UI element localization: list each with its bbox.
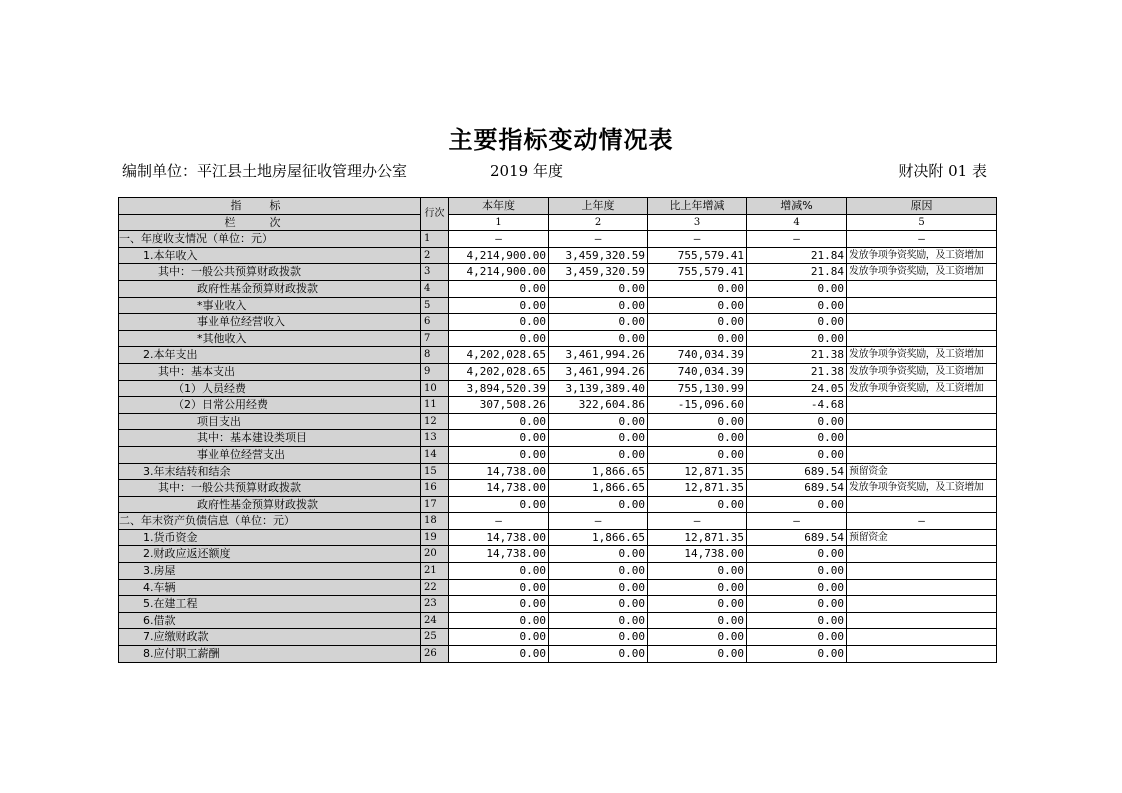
table-row: [119, 330, 997, 347]
reason-text: [847, 563, 997, 580]
current-year-value: 0.00: [449, 612, 549, 629]
change-value: —: [648, 231, 747, 248]
current-year-value: 14,738.00: [449, 546, 549, 563]
change-value: 755,579.41: [648, 264, 747, 281]
reason-text: [847, 330, 997, 347]
table-row: [119, 496, 997, 513]
change-value: 0.00: [648, 612, 747, 629]
table-row: [119, 280, 997, 297]
table-row: [119, 629, 997, 646]
row-number: 11: [421, 397, 449, 414]
row-number: 8: [421, 347, 449, 364]
row-number: 17: [421, 496, 449, 513]
row-label: 项目支出: [119, 413, 421, 430]
change-value: 0.00: [648, 430, 747, 447]
table-row: [119, 413, 997, 430]
prior-year-value: 3,459,320.59: [549, 264, 648, 281]
row-label: 政府性基金预算财政拨款: [119, 280, 421, 297]
row-label: 一、年度收支情况（单位：元）: [119, 231, 421, 248]
reason-text: [847, 596, 997, 613]
table-row: [119, 231, 997, 248]
header-change-pct: 增减%: [747, 198, 847, 215]
prior-year-value: 0.00: [549, 646, 648, 663]
reason-text: [847, 446, 997, 463]
row-number: 21: [421, 563, 449, 580]
change-value: 0.00: [648, 314, 747, 331]
prior-year-value: —: [549, 513, 648, 530]
current-year-value: 0.00: [449, 496, 549, 513]
row-number: 20: [421, 546, 449, 563]
row-number: 12: [421, 413, 449, 430]
row-number: 14: [421, 446, 449, 463]
row-number: 10: [421, 380, 449, 397]
reason-text: 发放争项争资奖励，及工资增加: [847, 247, 997, 264]
prior-year-value: 3,459,320.59: [549, 247, 648, 264]
reason-text: [847, 546, 997, 563]
reason-text: 发放争项争资奖励，及工资增加: [847, 347, 997, 364]
current-year-value: 0.00: [449, 430, 549, 447]
reason-text: [847, 579, 997, 596]
current-year-value: 0.00: [449, 280, 549, 297]
row-number: 2: [421, 247, 449, 264]
row-label: 其中：一般公共预算财政拨款: [119, 480, 421, 497]
change-value: 0.00: [648, 446, 747, 463]
row-number: 22: [421, 579, 449, 596]
prior-year-value: 0.00: [549, 280, 648, 297]
current-year-value: 0.00: [449, 629, 549, 646]
change-percent: 0.00: [747, 546, 847, 563]
row-number: 24: [421, 612, 449, 629]
prior-year-value: 3,139,389.40: [549, 380, 648, 397]
table-row: [119, 297, 997, 314]
current-year-value: 0.00: [449, 446, 549, 463]
row-label: *事业收入: [119, 297, 421, 314]
table-row: [119, 480, 997, 497]
current-year-value: 0.00: [449, 330, 549, 347]
change-percent: 21.38: [747, 347, 847, 364]
row-number: 1: [421, 231, 449, 248]
column-number: 2: [549, 214, 648, 231]
row-label: （2）日常公用经费: [119, 397, 421, 414]
row-number: 9: [421, 363, 449, 380]
row-label: *其他收入: [119, 330, 421, 347]
prior-year-value: 3,461,994.26: [549, 363, 648, 380]
reason-text: [847, 397, 997, 414]
reason-text: [847, 646, 997, 663]
table-row: [119, 397, 997, 414]
row-number: 4: [421, 280, 449, 297]
row-number: 5: [421, 297, 449, 314]
current-year-value: 14,738.00: [449, 463, 549, 480]
row-number: 15: [421, 463, 449, 480]
table-row: [119, 314, 997, 331]
change-value: 0.00: [648, 563, 747, 580]
report-title: 主要指标变动情况表: [448, 125, 674, 154]
reason-text: [847, 430, 997, 447]
row-label: 2.本年支出: [119, 347, 421, 364]
header-column-label: 栏次: [119, 214, 421, 231]
table-row: [119, 513, 997, 530]
reason-text: [847, 297, 997, 314]
header-row-no: 行次: [421, 198, 449, 231]
row-number: 26: [421, 646, 449, 663]
table-row: [119, 596, 997, 613]
change-percent: -4.68: [747, 397, 847, 414]
row-label: 7.应缴财政款: [119, 629, 421, 646]
current-year-value: 0.00: [449, 314, 549, 331]
change-percent: 21.38: [747, 363, 847, 380]
change-value: 12,871.35: [648, 463, 747, 480]
change-value: 0.00: [648, 330, 747, 347]
prior-year-value: 0.00: [549, 496, 648, 513]
prior-year-value: 0.00: [549, 546, 648, 563]
current-year-value: 4,214,900.00: [449, 264, 549, 281]
reason-text: —: [847, 231, 997, 248]
current-year-value: —: [449, 231, 549, 248]
reason-text: 发放争项争资奖励，及工资增加: [847, 480, 997, 497]
table-row: [119, 529, 997, 546]
table-body: [119, 231, 997, 662]
header-change: 比上年增减: [648, 198, 747, 215]
table-row: [119, 612, 997, 629]
table-row: [119, 546, 997, 563]
prior-year-value: 3,461,994.26: [549, 347, 648, 364]
prior-year-value: 0.00: [549, 446, 648, 463]
change-percent: 21.84: [747, 264, 847, 281]
prior-year-value: 0.00: [549, 612, 648, 629]
indicator-table: [118, 197, 997, 663]
prior-year-value: 0.00: [549, 596, 648, 613]
current-year-value: 3,894,520.39: [449, 380, 549, 397]
change-percent: 0.00: [747, 563, 847, 580]
row-label: 8.应付职工薪酬: [119, 646, 421, 663]
change-value: 0.00: [648, 280, 747, 297]
change-percent: 689.54: [747, 480, 847, 497]
column-number: 3: [648, 214, 747, 231]
change-percent: 0.00: [747, 446, 847, 463]
current-year-value: —: [449, 513, 549, 530]
table-row: [119, 247, 997, 264]
row-label: 其中：一般公共预算财政拨款: [119, 264, 421, 281]
prior-year-value: 0.00: [549, 330, 648, 347]
change-percent: 0.00: [747, 413, 847, 430]
row-label: 3.房屋: [119, 563, 421, 580]
table-row: [119, 463, 997, 480]
change-value: 755,130.99: [648, 380, 747, 397]
change-percent: 689.54: [747, 529, 847, 546]
row-number: 3: [421, 264, 449, 281]
row-label: 事业单位经营支出: [119, 446, 421, 463]
reason-text: [847, 280, 997, 297]
row-number: 7: [421, 330, 449, 347]
reason-text: 发放争项争资奖励，及工资增加: [847, 264, 997, 281]
reason-text: [847, 629, 997, 646]
header-reason: 原因: [847, 198, 997, 215]
reason-text: —: [847, 513, 997, 530]
table-row: [119, 646, 997, 663]
table-row: [119, 264, 997, 281]
prior-year-value: 0.00: [549, 629, 648, 646]
change-percent: 0.00: [747, 280, 847, 297]
column-number: 4: [747, 214, 847, 231]
fiscal-year: 2019 年度: [490, 162, 563, 180]
row-label: 2.财政应返还额度: [119, 546, 421, 563]
row-number: 18: [421, 513, 449, 530]
change-value: 755,579.41: [648, 247, 747, 264]
row-number: 23: [421, 596, 449, 613]
change-value: 0.00: [648, 646, 747, 663]
column-number: 1: [449, 214, 549, 231]
change-value: —: [648, 513, 747, 530]
change-percent: 0.00: [747, 314, 847, 331]
current-year-value: 4,202,028.65: [449, 363, 549, 380]
change-value: 12,871.35: [648, 529, 747, 546]
current-year-value: 0.00: [449, 579, 549, 596]
table-row: [119, 446, 997, 463]
change-percent: 21.84: [747, 247, 847, 264]
row-number: 19: [421, 529, 449, 546]
table-row: [119, 430, 997, 447]
reason-text: [847, 413, 997, 430]
prior-year-value: 0.00: [549, 563, 648, 580]
header-prior-year: 上年度: [549, 198, 648, 215]
change-percent: 0.00: [747, 430, 847, 447]
change-percent: 0.00: [747, 297, 847, 314]
current-year-value: 0.00: [449, 646, 549, 663]
current-year-value: 0.00: [449, 297, 549, 314]
reason-text: 预留资金: [847, 463, 997, 480]
row-label: 事业单位经营收入: [119, 314, 421, 331]
change-value: 0.00: [648, 579, 747, 596]
change-percent: 24.05: [747, 380, 847, 397]
current-year-value: 0.00: [449, 563, 549, 580]
reason-text: [847, 612, 997, 629]
change-value: 14,738.00: [648, 546, 747, 563]
change-percent: 0.00: [747, 646, 847, 663]
row-label: 政府性基金预算财政拨款: [119, 496, 421, 513]
prior-year-value: 0.00: [549, 297, 648, 314]
header-current-year: 本年度: [449, 198, 549, 215]
row-label: 5.在建工程: [119, 596, 421, 613]
change-value: 0.00: [648, 297, 747, 314]
current-year-value: 14,738.00: [449, 529, 549, 546]
row-label: 6.借款: [119, 612, 421, 629]
change-percent: 0.00: [747, 596, 847, 613]
header-indicator: 指标: [119, 198, 421, 215]
current-year-value: 4,214,900.00: [449, 247, 549, 264]
prior-year-value: 0.00: [549, 579, 648, 596]
prior-year-value: 1,866.65: [549, 463, 648, 480]
change-percent: —: [747, 513, 847, 530]
prior-year-value: 0.00: [549, 314, 648, 331]
prior-year-value: 322,604.86: [549, 397, 648, 414]
prior-year-value: 1,866.65: [549, 529, 648, 546]
compiling-unit: 编制单位：平江县土地房屋征收管理办公室: [122, 162, 408, 180]
current-year-value: 307,508.26: [449, 397, 549, 414]
prior-year-value: —: [549, 231, 648, 248]
table-row: [119, 363, 997, 380]
form-number: 财决附 01 表: [898, 162, 987, 180]
row-label: 4.车辆: [119, 579, 421, 596]
row-number: 16: [421, 480, 449, 497]
current-year-value: 4,202,028.65: [449, 347, 549, 364]
row-label: 其中：基本支出: [119, 363, 421, 380]
table-row: [119, 347, 997, 364]
current-year-value: 0.00: [449, 413, 549, 430]
current-year-value: 0.00: [449, 596, 549, 613]
change-value: 740,034.39: [648, 363, 747, 380]
row-label: （1）人员经费: [119, 380, 421, 397]
change-value: 0.00: [648, 496, 747, 513]
change-percent: —: [747, 231, 847, 248]
reason-text: 发放争项争资奖励，及工资增加: [847, 363, 997, 380]
change-percent: 0.00: [747, 612, 847, 629]
row-label: 其中：基本建设类项目: [119, 430, 421, 447]
change-percent: 0.00: [747, 330, 847, 347]
table-row: [119, 563, 997, 580]
change-value: 740,034.39: [648, 347, 747, 364]
change-value: 0.00: [648, 596, 747, 613]
reason-text: 预留资金: [847, 529, 997, 546]
reason-text: 发放争项争资奖励，及工资增加: [847, 380, 997, 397]
header-row: [119, 198, 997, 215]
prior-year-value: 0.00: [549, 413, 648, 430]
column-number-row: [119, 214, 997, 231]
change-percent: 0.00: [747, 629, 847, 646]
row-label: 二、年末资产负债信息（单位：元）: [119, 513, 421, 530]
row-label: 1.货币资金: [119, 529, 421, 546]
current-year-value: 14,738.00: [449, 480, 549, 497]
row-label: 3.年末结转和结余: [119, 463, 421, 480]
prior-year-value: 1,866.65: [549, 480, 648, 497]
row-number: 13: [421, 430, 449, 447]
row-label: 1.本年收入: [119, 247, 421, 264]
change-value: 0.00: [648, 413, 747, 430]
row-number: 6: [421, 314, 449, 331]
change-value: 0.00: [648, 629, 747, 646]
change-value: -15,096.60: [648, 397, 747, 414]
change-percent: 689.54: [747, 463, 847, 480]
row-number: 25: [421, 629, 449, 646]
change-percent: 0.00: [747, 579, 847, 596]
reason-text: [847, 314, 997, 331]
table-row: [119, 380, 997, 397]
reason-text: [847, 496, 997, 513]
column-number: 5: [847, 214, 997, 231]
change-value: 12,871.35: [648, 480, 747, 497]
change-percent: 0.00: [747, 496, 847, 513]
prior-year-value: 0.00: [549, 430, 648, 447]
table-row: [119, 579, 997, 596]
